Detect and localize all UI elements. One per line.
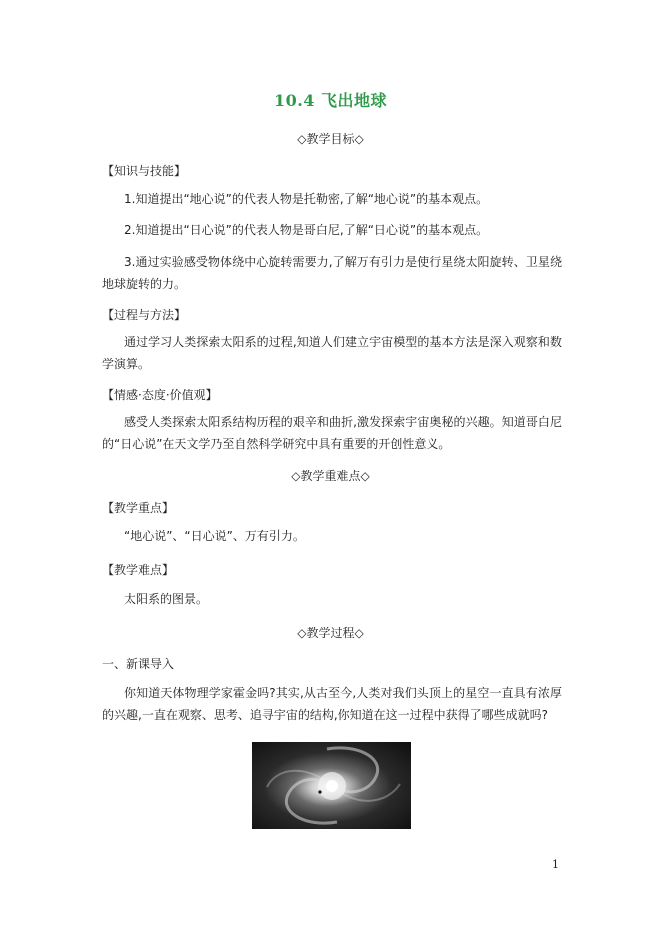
hard-points-label: 【教学难点】	[102, 563, 175, 577]
knowledge-item-1: 1.知道提出“地心说”的代表人物是托勒密,了解“地心说”的基本观点。	[124, 192, 489, 206]
method-text: 通过学习人类探索太阳系的过程,知道人们建立宇宙模型的基本方法是深入观察和数学演算。	[102, 335, 562, 371]
galaxy-swirl-graphic	[252, 742, 411, 829]
difficulties-heading: ◇教学重难点◇	[291, 469, 370, 483]
knowledge-label: 【知识与技能】	[102, 164, 187, 178]
key-points-text: “地心说”、“日心说”、万有引力。	[124, 529, 305, 543]
key-points-label: 【教学重点】	[102, 501, 175, 515]
hard-points-text: 太阳系的图景。	[124, 592, 209, 606]
intro-text: 你知道天体物理学家霍金吗?其实,从古至今,人类对我们头顶上的星空一直具有浓厚的兴趣,一直在观察、思考、追寻宇宙的结构,你知道在这一过程中获得了哪些成就吗?	[102, 686, 562, 722]
lesson-title: 10.4 飞出地球	[273, 91, 388, 110]
galaxy-image	[252, 742, 411, 829]
knowledge-item-3: 3.通过实验感受物体绕中心旋转需要力,了解万有引力是使行星绕太阳旋转、卫星绕地球旋转的力。	[102, 255, 562, 291]
knowledge-item-2: 2.知道提出“日心说”的代表人物是哥白尼,了解“日心说”的基本观点。	[124, 223, 489, 237]
goals-heading: ◇教学目标◇	[297, 132, 364, 146]
page-number: 1	[552, 858, 559, 871]
method-label: 【过程与方法】	[102, 308, 187, 322]
emotion-text: 感受人类探索太阳系结构历程的艰辛和曲折,激发探索宇宙奥秘的兴趣。知道哥白尼的“日心说”在天文学乃至自然科学研究中具有重要的开创性意义。	[102, 415, 562, 451]
intro-label: 一、新课导入	[102, 657, 175, 671]
emotion-label: 【情感·态度·价值观】	[102, 388, 218, 402]
process-heading: ◇教学过程◇	[297, 626, 364, 640]
